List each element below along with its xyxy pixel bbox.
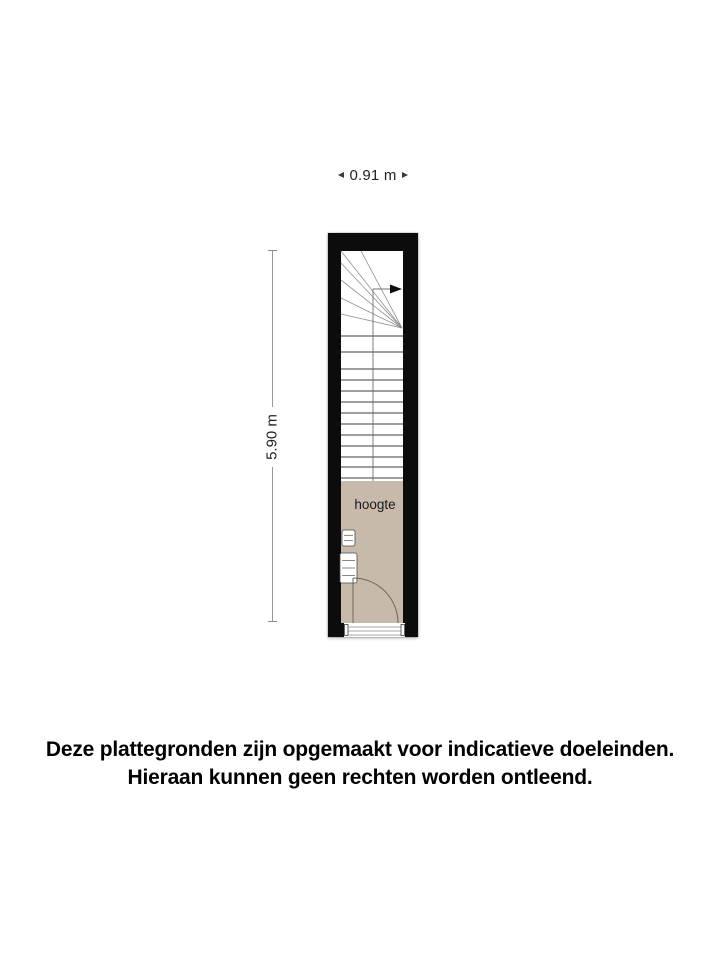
height-dimension-label: 5.90 m: [264, 407, 281, 467]
door-jamb-left: [345, 625, 349, 636]
disclaimer-line-2: Hieraan kunnen geen rechten worden ontleend.: [127, 766, 593, 789]
width-dimension: [300, 165, 446, 185]
wall-fixture: [342, 530, 355, 546]
door-jamb-right: [401, 625, 405, 636]
disclaimer-line-1: Deze plattegronden zijn opgemaakt voor indicatieve doeleinden.: [45, 738, 675, 761]
dimension-arrow-left-icon: [338, 172, 344, 178]
room-label: hoogte: [354, 497, 396, 512]
dimension-arrow-right-icon: [402, 172, 408, 178]
height-dimension-tick-top: [268, 250, 277, 251]
floorplan-svg: [328, 233, 418, 637]
disclaimer: [0, 736, 720, 792]
width-dimension-label: 0.91 m: [349, 166, 397, 184]
height-dimension-tick-bottom: [268, 621, 277, 622]
